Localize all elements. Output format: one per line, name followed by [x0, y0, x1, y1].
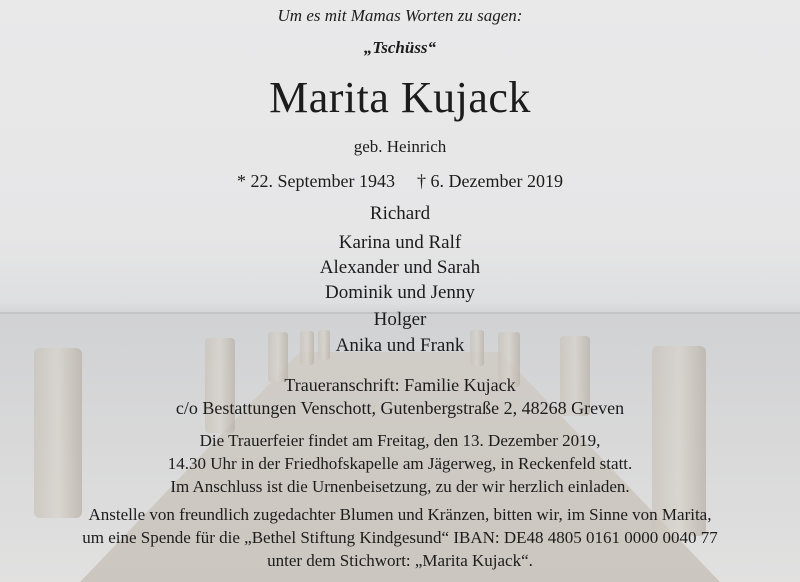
ceremony-text: 14.30 Uhr in der Friedhofskapelle am Jägerweg, in Reckenfeld statt. [167, 454, 633, 473]
mourning-address: c/o Bestattungen Venschott, Gutenbergstraße 2, 48268 Greven [175, 398, 625, 418]
birth-date: * 22. September 1943 [237, 171, 396, 191]
ceremony-text: Im Anschluss ist die Urnenbeisetzung, zu der wir herzlich einladen. [170, 477, 630, 496]
ceremony-text: Die Trauerfeier findet am Freitag, den 13. Dezember 2019, [199, 431, 601, 450]
mourner: Dominik und Jenny [325, 282, 475, 303]
mourner: Alexander und Sarah [319, 257, 481, 278]
mourning-address-label: Traueranschrift: Familie Kujack [284, 375, 516, 395]
donation-text: um eine Spende für die „Bethel Stiftung Kindgesund“ IBAN: DE48 4805 0161 0000 0040 77 [82, 528, 718, 547]
donation-text: unter dem Stichwort: „Marita Kujack“. [267, 551, 533, 570]
deceased-name: Marita Kujack [269, 73, 531, 122]
quote-intro: Um es mit Mamas Worten zu sagen: [277, 6, 523, 25]
mourner: Holger [373, 309, 427, 330]
mourner: Richard [369, 203, 431, 224]
maiden-name: geb. Heinrich [353, 137, 447, 156]
death-date: † 6. Dezember 2019 [417, 171, 563, 191]
mourner: Karina und Ralf [338, 232, 462, 253]
life-dates [0, 171, 800, 192]
donation-text: Anstelle von freundlich zugedachter Blumen und Kränzen, bitten wir, im Sinne von Marita, [88, 505, 712, 524]
mourner: Anika und Frank [335, 335, 465, 356]
farewell-quote: „Tschüss“ [363, 38, 437, 57]
